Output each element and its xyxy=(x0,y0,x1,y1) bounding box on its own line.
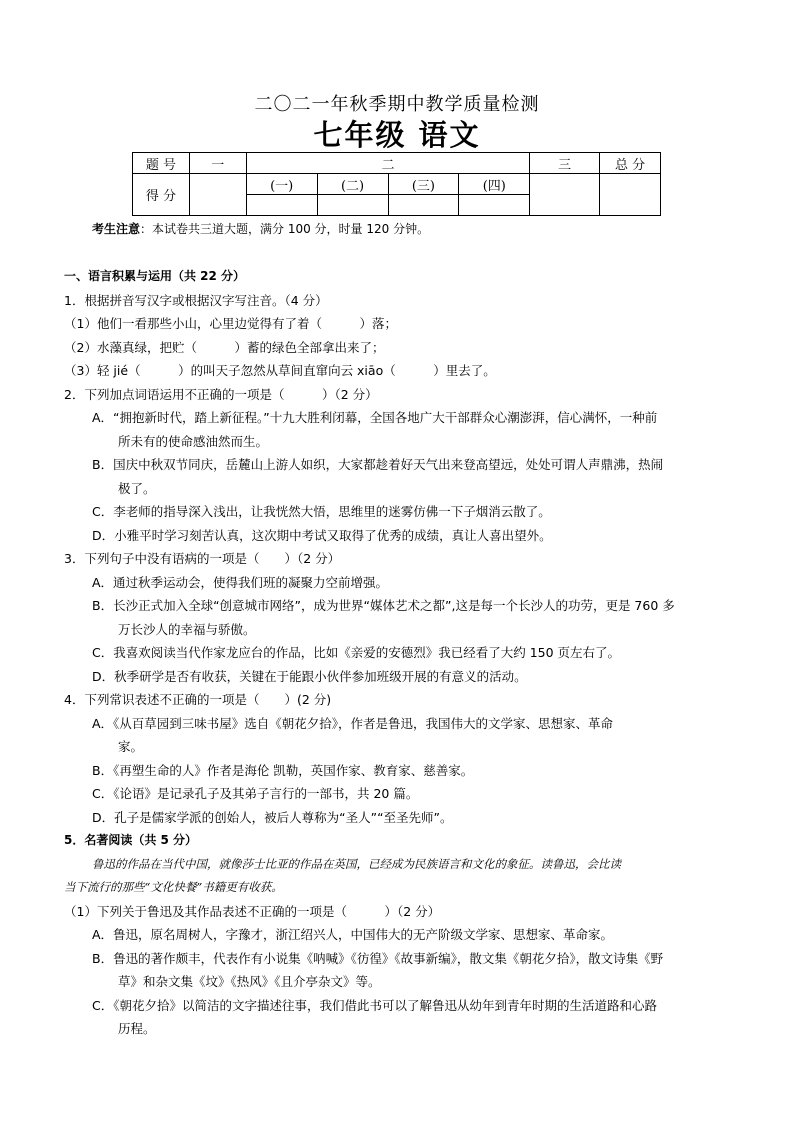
question-4-option-b: B．《再塑生命的人》作者是海伦 凯勒，英国作家、教育家、慈善家。 xyxy=(92,762,474,778)
question-4: 4．下列常识表述不正确的一项是（ ）(2 分) xyxy=(64,692,332,707)
score-cell-two-1[interactable] xyxy=(246,195,317,216)
question-4-option-a: A．《从百草园到三味书屋》选自《朝花夕拾》，作者是鲁迅，我国伟大的文学家、思想家、革命 xyxy=(92,715,614,731)
question-2-option-c: C．李老师的指导深入浅出，让我恍然大悟，思维里的迷雾仿佛一下子烟消云散了。 xyxy=(92,504,551,519)
question-2-option-d: D．小雅平时学习刻苦认真，这次期中考试又取得了优秀的成绩，真让人喜出望外。 xyxy=(92,527,552,543)
score-cell-two-4[interactable] xyxy=(459,195,530,216)
question-4-option-c: C．《论语》是记录孔子及其弟子言行的一部书，共 20 篇。 xyxy=(92,786,419,801)
question-2-option-a: A．“拥抱新时代，踏上新征程。”十九大胜利闭幕，全国各地广大干部群众心潮澎湃，信心满怀，一种前 xyxy=(92,410,658,425)
question-2: 2．下列加点词语运用不正确的一项是（ ）（2 分） xyxy=(64,386,378,402)
question-3-option-d: D．秋季研学是否有收获，关键在于能跟小伙伴参加班级开展的有意义的活动。 xyxy=(92,668,527,684)
score-table-col-two: 二 xyxy=(246,153,530,174)
exam-content xyxy=(64,265,734,1041)
question-3-option-a: A．通过秋季运动会，使得我们班的凝聚力空前增强。 xyxy=(92,574,389,590)
exam-notice xyxy=(92,220,429,237)
score-table-sub-four: (四) xyxy=(459,174,530,195)
notice-text: ：本试卷共三道大题，满分 100 分，时量 120 分钟。 xyxy=(140,222,430,236)
score-table-sub-three: (三) xyxy=(388,174,459,195)
question-1-item-3: （3）轻 jié（ ）的叫天子忽然从草间直窜向云 xiāo（ ）里去了。 xyxy=(64,363,496,378)
score-table-col-three: 三 xyxy=(530,153,600,174)
question-3: 3．下列句子中没有语病的一项是（ ）（2 分） xyxy=(64,551,341,566)
question-2-option-a-cont: 所未有的使命感油然而生。 xyxy=(118,433,269,449)
score-cell-two-3[interactable] xyxy=(388,195,459,216)
question-3-option-b-cont: 万长沙人的幸福与骄傲。 xyxy=(118,621,256,637)
notice-label: 考生注意 xyxy=(92,222,141,236)
question-4-option-a-cont: 家。 xyxy=(118,739,144,754)
score-cell-three[interactable] xyxy=(530,174,600,216)
score-table-header-label: 题 号 xyxy=(133,153,190,174)
score-table-row-label: 得 分 xyxy=(133,174,190,216)
question-1: 1．根据拼音写汉字或根据汉字写注音。（4 分） xyxy=(64,292,328,308)
question-3-option-b: B．长沙正式加入全球“创意城市网络”，成为世界“媒体艺术之都”,这是每一个长沙人的功劳，更是 760 多 xyxy=(92,598,675,613)
question-5-option-c: C．《朝花夕拾》以简洁的文字描述往事，我们借此书可以了解鲁迅从幼年到青年时期的生活道路和心路 xyxy=(92,997,657,1013)
question-5-option-c-cont: 历程。 xyxy=(118,1021,156,1036)
question-3-option-c: C．我喜欢阅读当代作家龙应台的作品，比如《亲爱的安德烈》我已经看了大约 150 页左右了。 xyxy=(92,645,621,660)
score-table-sub-two: (二) xyxy=(317,174,388,195)
subject-title: 七年级 语文 xyxy=(313,118,481,152)
exam-title: 二〇二一年秋季期中教学质量检测 xyxy=(254,94,540,115)
question-1-item-2: （2）水藻真绿，把贮（ ）蓄的绿色全部拿出来了； xyxy=(64,339,385,355)
question-5-item-1: （1）下列关于鲁迅及其作品表述不正确的一项是（ ）（2 分） xyxy=(64,903,441,919)
score-cell-one[interactable] xyxy=(189,174,246,216)
score-cell-total[interactable] xyxy=(600,174,661,216)
section-heading: 一、语言积累与运用（共 22 分） xyxy=(64,269,246,283)
question-5-option-a: A．鲁迅，原名周树人，字豫才，浙江绍兴人，中国伟大的无产阶级文学家、思想家、革命家。 xyxy=(92,927,614,942)
question-4-option-d: D．孔子是儒家学派的创始人，被后人尊称为“圣人”“至圣先师”。 xyxy=(92,809,453,825)
question-5: 5．名著阅读（共 5 分） xyxy=(64,833,198,847)
score-table-col-one: 一 xyxy=(189,153,246,174)
reading-passage-line-2: 当下流行的那些“文化快餐”书籍更有收获。 xyxy=(64,880,283,894)
question-1-item-1: （1）他们一看那些小山，心里边觉得有了着（ ）落； xyxy=(64,316,397,331)
score-table-sub-one: (一) xyxy=(246,174,317,195)
question-2-option-b: B．国庆中秋双节同庆，岳麓山上游人如织，大家都趁着好天气出来登高望远，处处可谓人声鼎沸，热闹 xyxy=(92,457,664,472)
score-cell-two-2[interactable] xyxy=(317,195,388,216)
reading-passage-line-1: 鲁迅的作品在当代中国，就像莎士比亚的作品在英国，已经成为民族语言和文化的象征。读鲁迅，会比读 xyxy=(92,856,621,871)
question-5-option-b-cont: 草》和杂文集《坟》《热风》《且介亭杂文》等。 xyxy=(118,974,381,989)
score-table xyxy=(132,152,661,216)
score-table-col-total: 总 分 xyxy=(600,153,661,174)
question-2-option-b-cont: 极了。 xyxy=(118,480,156,496)
question-5-option-b: B．鲁迅的著作颇丰，代表作有小说集《呐喊》《彷徨》《故事新编》，散文集《朝花夕拾》，散文诗集《野 xyxy=(92,950,664,966)
